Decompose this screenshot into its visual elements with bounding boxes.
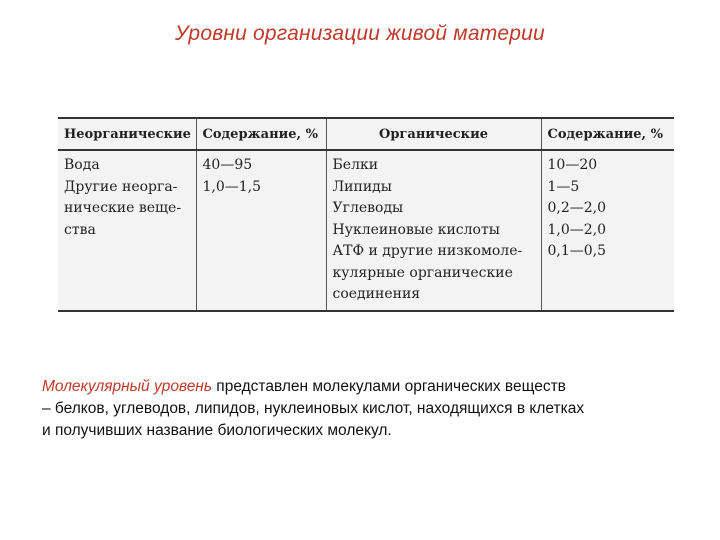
header-organic: Органические — [326, 118, 541, 150]
paragraph-line-2: – белков, углеводов, липидов, нуклеиновых кислот, находящихся в клетках — [42, 400, 585, 417]
table-header-row — [58, 118, 674, 150]
slide-title: Уровни организации живой материи — [175, 22, 545, 45]
header-content-inorganic: Содержание, % — [196, 118, 326, 150]
header-inorganic: Неорганические — [58, 118, 196, 150]
organic-item: соединения — [332, 286, 421, 302]
cell-organic — [326, 150, 541, 311]
description-paragraph — [42, 376, 682, 442]
organic-content-value: 10—20 — [547, 157, 598, 173]
organic-content-value: 0,1—0,5 — [547, 243, 607, 259]
organic-item: кулярные органические — [332, 264, 513, 281]
inorganic-item: ства — [64, 221, 96, 238]
table-row — [58, 150, 674, 311]
organic-item: Липиды — [332, 178, 392, 195]
inorganic-content-value: 1,0—1,5 — [202, 178, 262, 195]
header-content-organic: Содержание, % — [541, 118, 674, 150]
cell-inorganic — [58, 150, 196, 311]
cell-inorganic-content — [196, 150, 326, 311]
paragraph-line-3: и получивших название биологических молекул. — [42, 422, 392, 439]
paragraph-text: представлен молекулами органических веществ — [212, 378, 566, 395]
inorganic-item: Другие неорга- — [64, 178, 178, 195]
accent-term: Молекулярный уровень — [42, 378, 212, 395]
inorganic-content-value: 40—95 — [202, 157, 253, 173]
organic-item: Белки — [332, 157, 379, 173]
paragraph-line-1 — [42, 376, 682, 398]
organic-content-value: 1,0—2,0 — [547, 221, 607, 238]
inorganic-item: нические веще- — [64, 200, 182, 216]
organic-item: Углеводы — [332, 200, 404, 216]
organic-content-value: 1—5 — [547, 178, 580, 195]
inorganic-item: Вода — [64, 157, 100, 173]
composition-table-image — [58, 117, 674, 312]
cell-organic-content — [541, 150, 674, 311]
organic-content-value: 0,2—2,0 — [547, 200, 607, 216]
organic-item: АТФ и другие низкомоле- — [332, 243, 523, 259]
organic-item: Нуклеиновые кислоты — [332, 221, 500, 238]
composition-table — [58, 117, 674, 312]
